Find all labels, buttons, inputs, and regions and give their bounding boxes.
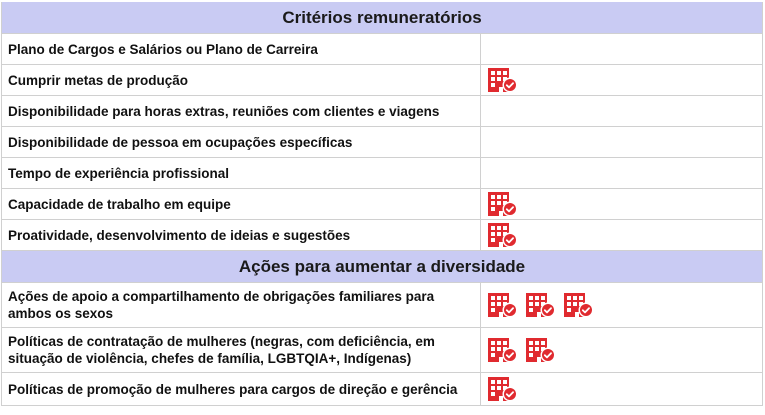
table-row xyxy=(2,328,762,373)
row-label: Proatividade, desenvolvimento de ideias e sugestões xyxy=(2,220,481,250)
row-icons xyxy=(481,189,762,219)
table-row xyxy=(2,34,762,65)
row-label: Políticas de contratação de mulheres (negras, com deficiência, em situação de violência, chefes de família, LGBTQIA+, Indígenas) xyxy=(2,328,481,372)
row-label: Cumprir metas de produção xyxy=(2,65,481,95)
table-row xyxy=(2,220,762,251)
building-check-icon xyxy=(525,292,556,318)
row-icons xyxy=(481,328,762,372)
table-row xyxy=(2,373,762,406)
row-label: Plano de Cargos e Salários ou Plano de Carreira xyxy=(2,34,481,64)
table-row xyxy=(2,127,762,158)
building-check-icon xyxy=(487,222,518,248)
building-check-icon xyxy=(563,292,594,318)
row-icons xyxy=(481,283,762,327)
criteria-table xyxy=(1,2,763,406)
table-row xyxy=(2,65,762,96)
row-icons xyxy=(481,127,762,157)
row-icons xyxy=(481,158,762,188)
table-row xyxy=(2,189,762,220)
section-title: Ações para aumentar a diversidade xyxy=(238,256,526,276)
building-check-icon xyxy=(487,67,518,93)
building-check-icon xyxy=(487,292,518,318)
row-icons xyxy=(481,220,762,250)
building-check-icon xyxy=(487,191,518,217)
row-icons xyxy=(481,34,762,64)
row-label: Políticas de promoção de mulheres para cargos de direção e gerência xyxy=(2,373,481,405)
row-icons xyxy=(481,96,762,126)
table-row xyxy=(2,158,762,189)
row-label: Ações de apoio a compartilhamento de obrigações familiares para ambos os sexos xyxy=(2,283,481,327)
row-label: Disponibilidade de pessoa em ocupações específicas xyxy=(2,127,481,157)
section-header-diversity xyxy=(2,251,762,283)
row-label: Tempo de experiência profissional xyxy=(2,158,481,188)
table-row xyxy=(2,96,762,127)
building-check-icon xyxy=(525,337,556,363)
table-row xyxy=(2,283,762,328)
section-title: Critérios remuneratórios xyxy=(282,7,482,27)
row-icons xyxy=(481,65,762,95)
building-check-icon xyxy=(487,337,518,363)
row-label: Capacidade de trabalho em equipe xyxy=(2,189,481,219)
row-icons xyxy=(481,373,762,405)
building-check-icon xyxy=(487,376,518,402)
row-label: Disponibilidade para horas extras, reuniões com clientes e viagens xyxy=(2,96,481,126)
section-header-remuneration xyxy=(2,2,762,34)
